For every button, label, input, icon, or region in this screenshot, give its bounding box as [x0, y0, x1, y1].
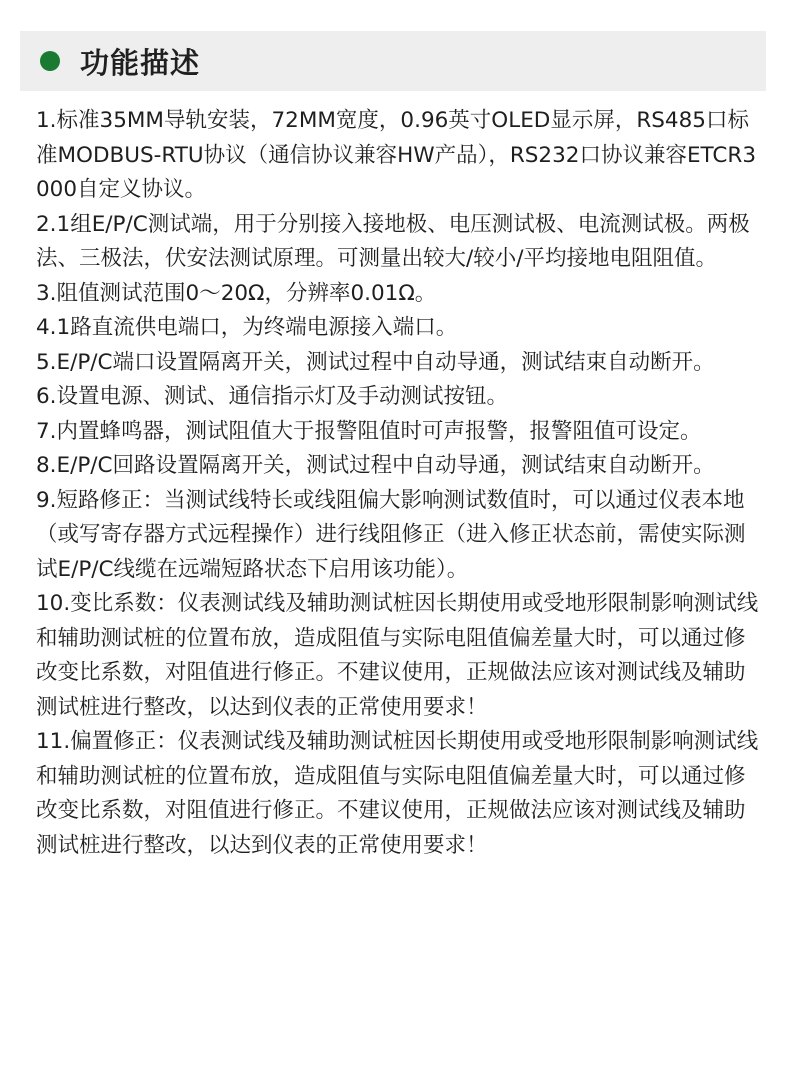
feature-item-8: 8.E/P/C回路设置隔离开关，测试过程中自动导通，测试结束自动断开。: [36, 453, 715, 478]
feature-list: [36, 104, 764, 863]
feature-item-3: 3.阻值测试范围0～20Ω，分辨率0.01Ω。: [36, 280, 437, 306]
feature-item-1: 1.标准35MM导轨安装，72MM宽度，0.96英寸OLED显示屏，RS485口标准MODBUS-RTU协议（通信协议兼容HW产品），RS232口协议兼容ETCR3000自定义协议。: [36, 108, 757, 202]
feature-item-6: 6.设置电源、测试、通信指示灯及手动测试按钮。: [36, 384, 509, 409]
feature-item-9: 9.短路修正：当测试线特长或线阻偏大影响测试数值时，可以通过仪表本地（或写寄存器方式远程操作）进行线阻修正（进入修正状态前，需使实际测试E/P/C线缆在远端短路状态下启用该功能）。: [36, 487, 746, 582]
feature-item-11: 11.偏置修正：仪表测试线及辅助测试桩因长期使用或受地形限制影响测试线和辅助测试桩的位置布放，造成阻值与实际电阻值偏差量大时，可以通过修改变比系数，对阻值进行修正。不建议使用，正规做法应该对测试线及辅助测试桩进行整改，以达到仪表的正常使用要求！: [36, 729, 759, 858]
feature-item-7: 7.内置蜂鸣器，测试阻值大于报警阻值时可声报警，报警阻值可设定。: [36, 418, 702, 444]
feature-item-4: 4.1路直流供电端口，为终端电源接入端口。: [36, 315, 458, 340]
green-dot-icon: [40, 51, 60, 71]
section-header: [20, 31, 766, 91]
feature-item-2: 2.1组E/P/C测试端，用于分别接入接地极、电压测试极、电流测试极。两极法、三极法，伏安法测试原理。可测量出较大/较小/平均接地电阻阻值。: [36, 211, 750, 271]
section-title: 功能描述: [80, 45, 201, 80]
feature-item-10: 10.变比系数：仪表测试线及辅助测试桩因长期使用或受地形限制影响测试线和辅助测试桩的位置布放，造成阻值与实际电阻值偏差量大时，可以通过修改变比系数，对阻值进行修正。不建议使用，正规做法应该对测试线及辅助测试桩进行整改，以达到仪表的正常使用要求！: [36, 591, 759, 720]
feature-item-5: 5.E/P/C端口设置隔离开关，测试过程中自动导通，测试结束自动断开。: [36, 349, 715, 375]
